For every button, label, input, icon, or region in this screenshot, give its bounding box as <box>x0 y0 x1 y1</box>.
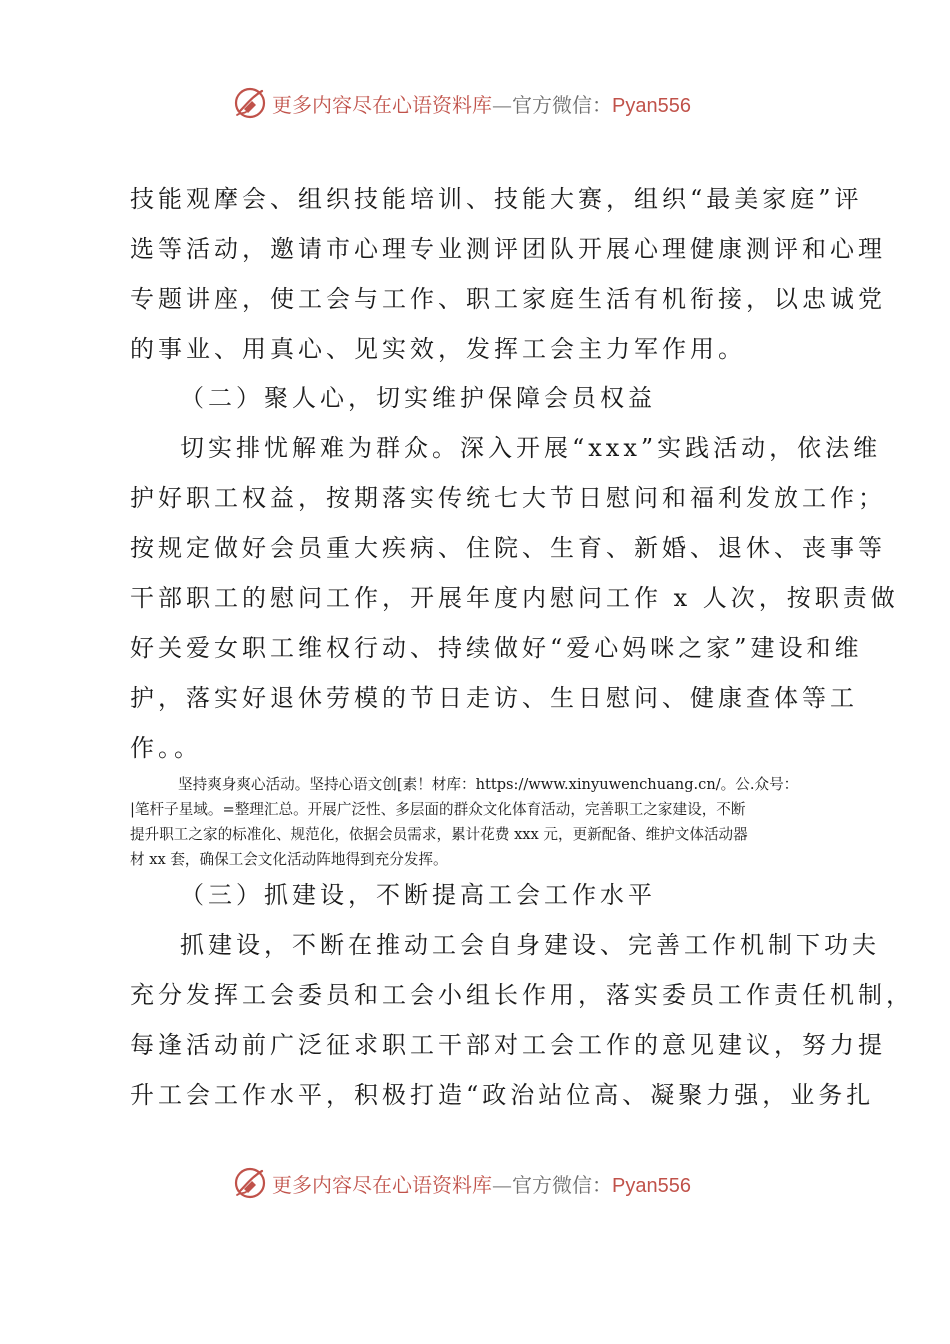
small-paragraph <box>130 772 835 872</box>
footer-banner <box>232 1163 691 1203</box>
banner-main-text: 更多内容尽在心语资料库 <box>272 1172 492 1197</box>
text-line: 技能观摩会、组织技能培训、技能大赛，组织“最美家庭”评 <box>130 185 863 213</box>
text-line: 充分发挥工会委员和工会小组长作用，落实委员工作责任机制， <box>130 981 914 1009</box>
header-banner <box>232 83 691 123</box>
text-line: 的事业、用真心、见实效，发挥工会主力军作用。 <box>130 335 746 363</box>
text-line: 提升职工之家的标准化、规范化，依据会员需求，累计花费 xxx 元，更新配备、维护文体活动器 <box>130 826 748 843</box>
text-line: 好关爱女职工维权行动、持续做好“爱心妈咪之家”建设和维 <box>130 634 863 662</box>
text-line: 护好职工权益，按期落实传统七大节日慰问和福利发放工作； <box>130 484 886 512</box>
banner-dash: — <box>492 92 512 117</box>
pen-seal-icon <box>232 85 268 121</box>
text-line: 作。。 <box>130 734 202 762</box>
text-line: 专题讲座，使工会与工作、职工家庭生活有机衔接，以忠诚党 <box>130 285 886 313</box>
text-line: 选等活动，邀请市心理专业测评团队开展心理健康测评和心理 <box>130 235 886 263</box>
text-line: 切实排忧解难为群众。深入开展“xxx”实践活动，依法维 <box>180 434 882 462</box>
text-line: 材 xx 套，确保工会文化活动阵地得到充分发挥。 <box>130 851 448 868</box>
paragraph-4 <box>130 920 914 1120</box>
text-line: 每逢活动前广泛征求职工干部对工会工作的意见建议，努力提 <box>130 1031 886 1059</box>
banner-wechat-label: 官方微信： <box>512 92 612 117</box>
section-heading-2: （二）聚人心，切实维护保障会员权益 <box>180 384 656 412</box>
pen-seal-icon <box>232 1165 268 1201</box>
text-line: 升工会工作水平，积极打造“政治站位高、凝聚力强，业务扎 <box>130 1081 875 1109</box>
banner-wechat-id: Pyan556 <box>612 94 691 117</box>
banner-main-text: 更多内容尽在心语资料库 <box>272 92 492 117</box>
text-line: 按规定做好会员重大疾病、住院、生育、新婚、退休、丧事等 <box>130 534 886 562</box>
banner-text <box>272 1169 691 1198</box>
text-line: 护，落实好退休劳模的节日走访、生日慰问、健康查体等工 <box>130 684 858 712</box>
banner-dash: — <box>492 1172 512 1197</box>
banner-wechat-id: Pyan556 <box>612 1174 691 1197</box>
section-heading-3: （三）抓建设，不断提高工会工作水平 <box>180 881 656 909</box>
text-line: 坚持爽身爽心活动。坚持心语文创[素！材库：https://www.xinyuwenchuang.cn/。公.众号： <box>178 776 799 793</box>
text-line: |笔杆子星域。=整理汇总。开展广泛性、多层面的群众文化体育活动，完善职工之家建设，不断 <box>130 801 746 818</box>
banner-wechat-label: 官方微信： <box>512 1172 612 1197</box>
paragraph-2 <box>130 423 899 773</box>
paragraph-1 <box>130 174 886 374</box>
text-line: 抓建设，不断在推动工会自身建设、完善工作机制下功夫 <box>180 931 880 959</box>
text-line: 干部职工的慰问工作，开展年度内慰问工作 x 人次，按职责做 <box>130 584 899 612</box>
banner-text <box>272 89 691 118</box>
